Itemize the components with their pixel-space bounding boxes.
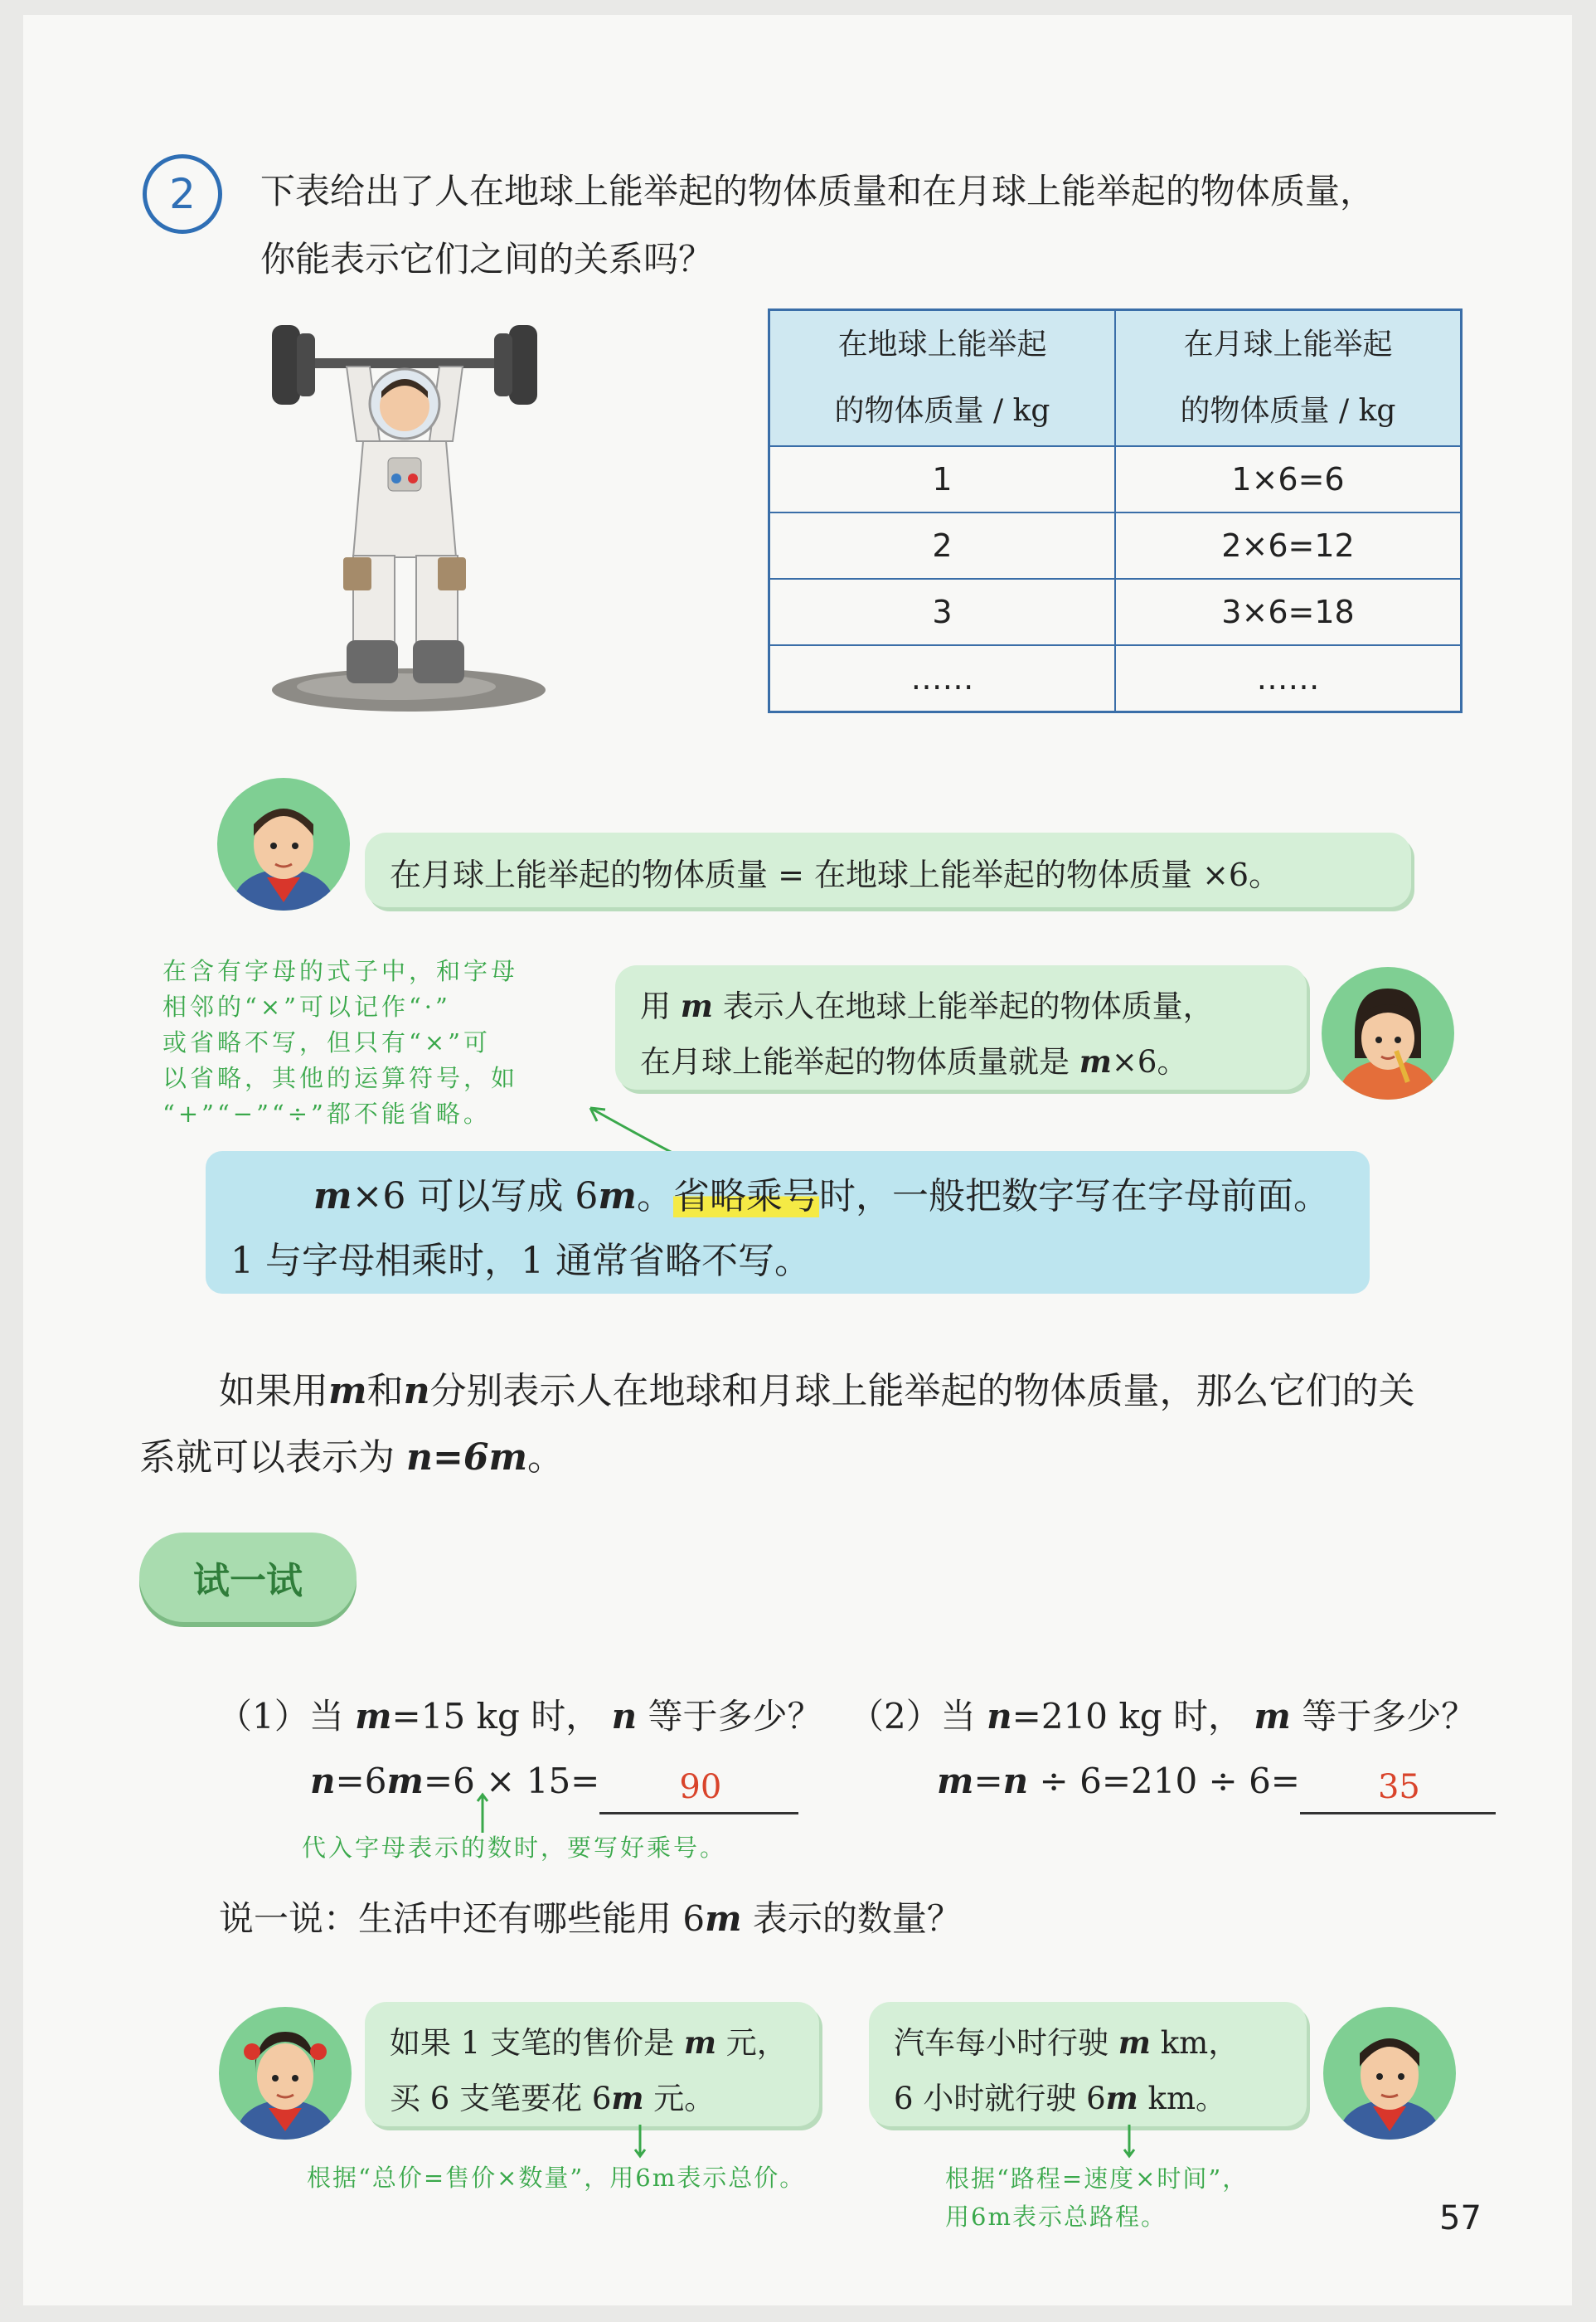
table-cell: ……	[769, 645, 1116, 712]
girl-speech-bubble: 用 m 表示人在地球上能举起的物体质量， 在月球上能举起的物体质量就是 m×6。	[615, 965, 1307, 1090]
table-cell: 2	[769, 512, 1116, 579]
answer-blank-1[interactable]	[599, 1766, 798, 1814]
girl-braids-avatar	[219, 2007, 352, 2140]
problem-text	[260, 158, 1375, 294]
answer-blank-2[interactable]	[1300, 1766, 1496, 1814]
question-1-work: n=6m=6 × 15= 90	[310, 1748, 798, 1814]
talk-about-it: 说一说：生活中还有哪些能用 6m 表示的数量？	[219, 1898, 962, 1939]
try-it-label: 试一试	[139, 1533, 357, 1622]
boy-avatar	[217, 778, 350, 911]
highlight-omit-multiplication: 省略乘号	[672, 1175, 819, 1217]
problem-text-line2: 你能表示它们之间的关系吗？	[260, 239, 714, 279]
boy-2-avatar	[1323, 2007, 1456, 2140]
table-cell: 3	[769, 579, 1116, 645]
question-2: （2）当 n=210 kg 时， m 等于多少？	[849, 1696, 1477, 1737]
mass-comparison-table	[768, 308, 1463, 713]
problem-text-line1: 下表给出了人在地球上能举起的物体质量和在月球上能举起的物体质量，	[260, 171, 1375, 211]
note-substitution: 代入字母表示的数时，要写好乘号。	[302, 1834, 727, 1862]
rule-box: m×6 可以写成 6m。省略乘号时，一般把数字写在字母前面。 1 与字母相乘时，1 通常省略不写。	[206, 1151, 1370, 1294]
answer-2: 35	[1377, 1768, 1420, 1806]
table-cell: 1×6=6	[1115, 446, 1462, 512]
table-row	[769, 446, 1462, 512]
table-cell: ……	[1115, 645, 1462, 712]
problem-number-badge: 2	[143, 154, 222, 234]
page-number: 57	[1439, 2199, 1482, 2237]
table-row	[769, 579, 1462, 645]
table-row	[769, 645, 1462, 712]
car-speed-bubble: 汽车每小时行驶 m km， 6 小时就行驶 6m km。	[869, 2002, 1307, 2126]
boy-speech-bubble: 在月球上能举起的物体质量 = 在地球上能举起的物体质量 ×6。	[365, 833, 1411, 907]
girl-avatar	[1322, 967, 1454, 1100]
table-header-earth: 在地球上能举起 的物体质量 / kg	[769, 310, 1116, 447]
table-cell: 3×6=18	[1115, 579, 1462, 645]
arrow-down-icon	[632, 2123, 648, 2159]
question-2-work: m=n ÷ 6=210 ÷ 6= 35	[937, 1748, 1496, 1814]
table-cell: 2×6=12	[1115, 512, 1462, 579]
table-cell: 1	[769, 446, 1116, 512]
table-row	[769, 512, 1462, 579]
table-header-moon: 在月球上能举起 的物体质量 / kg	[1115, 310, 1462, 447]
note-total-price: 根据“总价=售价×数量”，用6m表示总价。	[307, 2164, 806, 2192]
question-1: （1）当 m=15 kg 时， n 等于多少？	[217, 1696, 822, 1737]
arrow-down-icon	[1121, 2123, 1138, 2159]
table-header-row	[769, 310, 1462, 447]
side-note-multiplication-sign: 在含有字母的式子中，和字母 相邻的“×”可以记作“·” 或省略不写，但只有“×”可 以省略，其他的运算符号，如 “+”“−”“÷”都不能省略。	[163, 957, 519, 1128]
pen-price-bubble: 如果 1 支笔的售价是 m 元， 买 6 支笔要花 6m 元。	[365, 2002, 819, 2126]
astronaut-weightlifter-illustration	[264, 308, 546, 715]
note-total-distance: 根据“路程=速度×时间”， 用6m表示总路程。	[945, 2164, 1249, 2231]
paragraph-relation: 如果用m和n分别表示人在地球和月球上能举起的物体质量，那么它们的关 系就可以表示为 n=6m。	[139, 1370, 1415, 1479]
answer-1: 90	[679, 1768, 722, 1806]
